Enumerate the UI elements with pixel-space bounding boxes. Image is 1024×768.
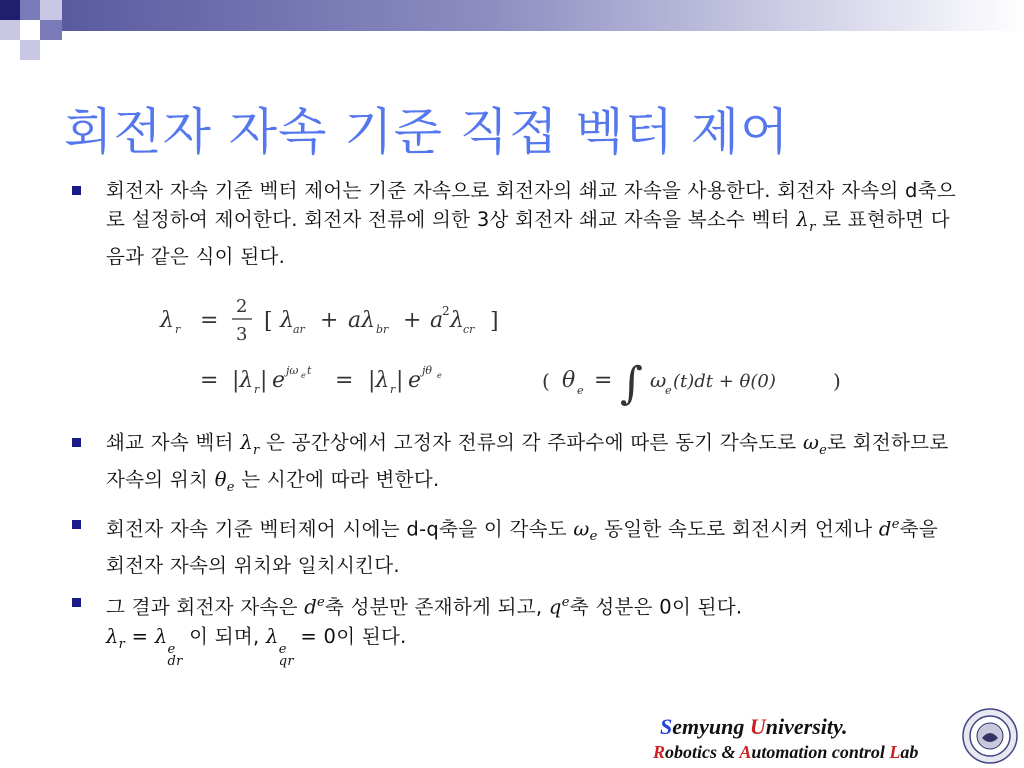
eq-term: aλ	[348, 308, 376, 333]
eq-equals: =	[594, 368, 613, 393]
eq-lhs: λ	[160, 308, 174, 333]
eq-term: a	[430, 308, 444, 333]
footer-accent: R	[653, 742, 666, 762]
eq-theta: θ	[562, 368, 576, 393]
eq-sub: e	[577, 384, 584, 397]
eq-sub: br	[376, 323, 389, 336]
math-supsub	[278, 641, 294, 669]
deco-square	[20, 40, 40, 60]
deco-square	[0, 20, 20, 40]
eq-equals: =	[200, 308, 219, 333]
eq-plus: +	[320, 308, 339, 333]
eq-bracket: [	[264, 309, 273, 334]
eq-plus: +	[403, 308, 422, 333]
bullet-item	[68, 428, 958, 502]
eq-sup: 2	[442, 304, 450, 318]
deco-square	[40, 20, 62, 40]
eq-abs: |	[260, 368, 268, 393]
footer-text: obotics &	[665, 742, 740, 762]
eq-sub: e	[665, 384, 672, 397]
eq-sub: r	[254, 383, 260, 396]
footer-text: emyung	[672, 714, 750, 739]
math-subscript: r	[253, 442, 260, 458]
eq-omega-rest: (t)dt + θ(0)	[673, 371, 776, 392]
bullet-text: 로 회전하므로 자속의 위치	[106, 431, 949, 491]
slide-title: 회전자 자속 기준 직접 벡터 제어	[64, 103, 790, 161]
eq-sub: ar	[293, 323, 305, 336]
deco-square	[20, 0, 40, 20]
eq-abs: |λ	[368, 368, 390, 393]
header-gradient-bar	[62, 0, 1024, 31]
bullet-text: 이 되며,	[182, 624, 267, 648]
eq-exp-sup-sub: e	[301, 371, 306, 380]
bullet-text: 로 표현하면 다음과 같은 식이 된다.	[106, 208, 950, 268]
math-symbol: q	[548, 595, 562, 619]
bullet-item	[68, 588, 958, 668]
bullet-text: =	[125, 624, 155, 648]
math-subscript: dr	[167, 653, 183, 669]
eq-exp: e	[272, 368, 286, 393]
university-emblem-icon	[962, 708, 1018, 764]
math-symbol: ω	[802, 431, 820, 454]
footer-accent: S	[660, 714, 673, 739]
math-subscript: e	[589, 529, 598, 545]
footer-accent: L	[889, 742, 901, 762]
math-subscript: qr	[278, 653, 294, 669]
eq-exp-sup-sub: e	[437, 371, 442, 380]
math-superscript: e	[167, 641, 176, 657]
bullet-item	[68, 510, 958, 580]
math-subscript: r	[118, 636, 126, 652]
bullet-text: 회전자 자속 기준 벡터제어 시에는 d-q축을 이 각속도	[106, 517, 574, 541]
eq-exp-sup: jω	[286, 364, 299, 377]
footer-lab	[653, 742, 918, 763]
eq-term: λ	[280, 308, 294, 333]
eq-sub: r	[390, 383, 396, 396]
math-symbol: λ	[106, 624, 119, 648]
footer-text: ab	[900, 742, 919, 762]
eq-exp: e	[408, 368, 422, 393]
eq-sub: cr	[463, 323, 475, 336]
eq-equals: =	[200, 368, 219, 393]
eq-integral: ∫	[620, 358, 643, 409]
math-superscript: e	[561, 595, 570, 611]
eq-omega: ω	[650, 368, 667, 392]
math-superscript: e	[317, 595, 326, 611]
eq-lhs-sub: r	[175, 323, 181, 336]
eq-paren: )	[833, 369, 841, 393]
eq-paren: (	[542, 369, 550, 393]
bullet-item	[68, 176, 958, 271]
eq-exp-sup: t	[307, 364, 312, 377]
eq-exp-sup: jθ	[422, 364, 433, 377]
math-subscript: e	[819, 442, 828, 458]
footer-text: utomation control	[751, 742, 890, 762]
deco-square	[20, 20, 40, 40]
eq-abs: |	[396, 368, 404, 393]
bullet-text: 그 결과 회전자 자속은	[106, 595, 305, 619]
bullet-list	[68, 176, 958, 287]
bullet-text: 쇄교 자속 벡터	[106, 431, 241, 454]
math-subscript: e	[226, 479, 235, 495]
footer-accent: A	[739, 742, 752, 762]
deco-square	[40, 0, 62, 20]
bullet-text: 축 성분만 존재하게 되고,	[325, 595, 549, 619]
bullet-text: 회전자 자속 기준 벡터 제어는 기준 자속으로 회전자의 쇄교 자속을 사용한다. 회전자 자속의 d축으로 설정하여 제어한다. 회전자 전류에 의한 3상 회전자 쇄교 자속을 복소수 벡터	[106, 179, 956, 231]
math-symbol: d	[878, 517, 892, 541]
eq-bracket: ]	[490, 309, 499, 334]
math-symbol: θ	[214, 467, 227, 491]
math-symbol: λ	[154, 624, 168, 648]
eq-frac-num: 2	[236, 296, 248, 317]
eq-equals: =	[335, 368, 354, 393]
footer-university	[660, 714, 847, 740]
footer-text: niversity.	[765, 714, 848, 739]
bullet-text: 는 시간에 따라 변한다.	[234, 467, 440, 491]
math-symbol: d	[304, 595, 318, 619]
eq-frac-den: 3	[236, 324, 248, 345]
deco-square	[0, 0, 20, 20]
math-superscript: e	[278, 641, 287, 657]
bullet-text: 축 성분은 0이 된다.	[569, 595, 743, 619]
math-subscript: r	[809, 219, 816, 235]
math-symbol: λ	[266, 624, 279, 648]
bullet-text: 동일한 속도로 회전시켜 언제나	[597, 517, 879, 541]
math-symbol: λ	[796, 208, 810, 231]
math-symbol: ω	[573, 517, 590, 541]
footer-accent: U	[749, 714, 766, 739]
bullet-text: 축을 회전자 자속의 위치와 일치시킨다.	[106, 517, 938, 578]
bullet-list-lower	[68, 428, 958, 668]
math-symbol: λ	[240, 431, 253, 454]
math-superscript: e	[891, 516, 900, 532]
eq-term: λ	[450, 308, 464, 333]
flux-equation	[150, 290, 870, 415]
math-supsub	[167, 641, 183, 669]
bullet-text: 은 공간상에서 고정자 전류의 각 주파수에 따른 동기 각속도로	[259, 431, 803, 454]
eq-abs: |λ	[232, 368, 254, 393]
bullet-text: = 0이 된다.	[293, 624, 407, 648]
